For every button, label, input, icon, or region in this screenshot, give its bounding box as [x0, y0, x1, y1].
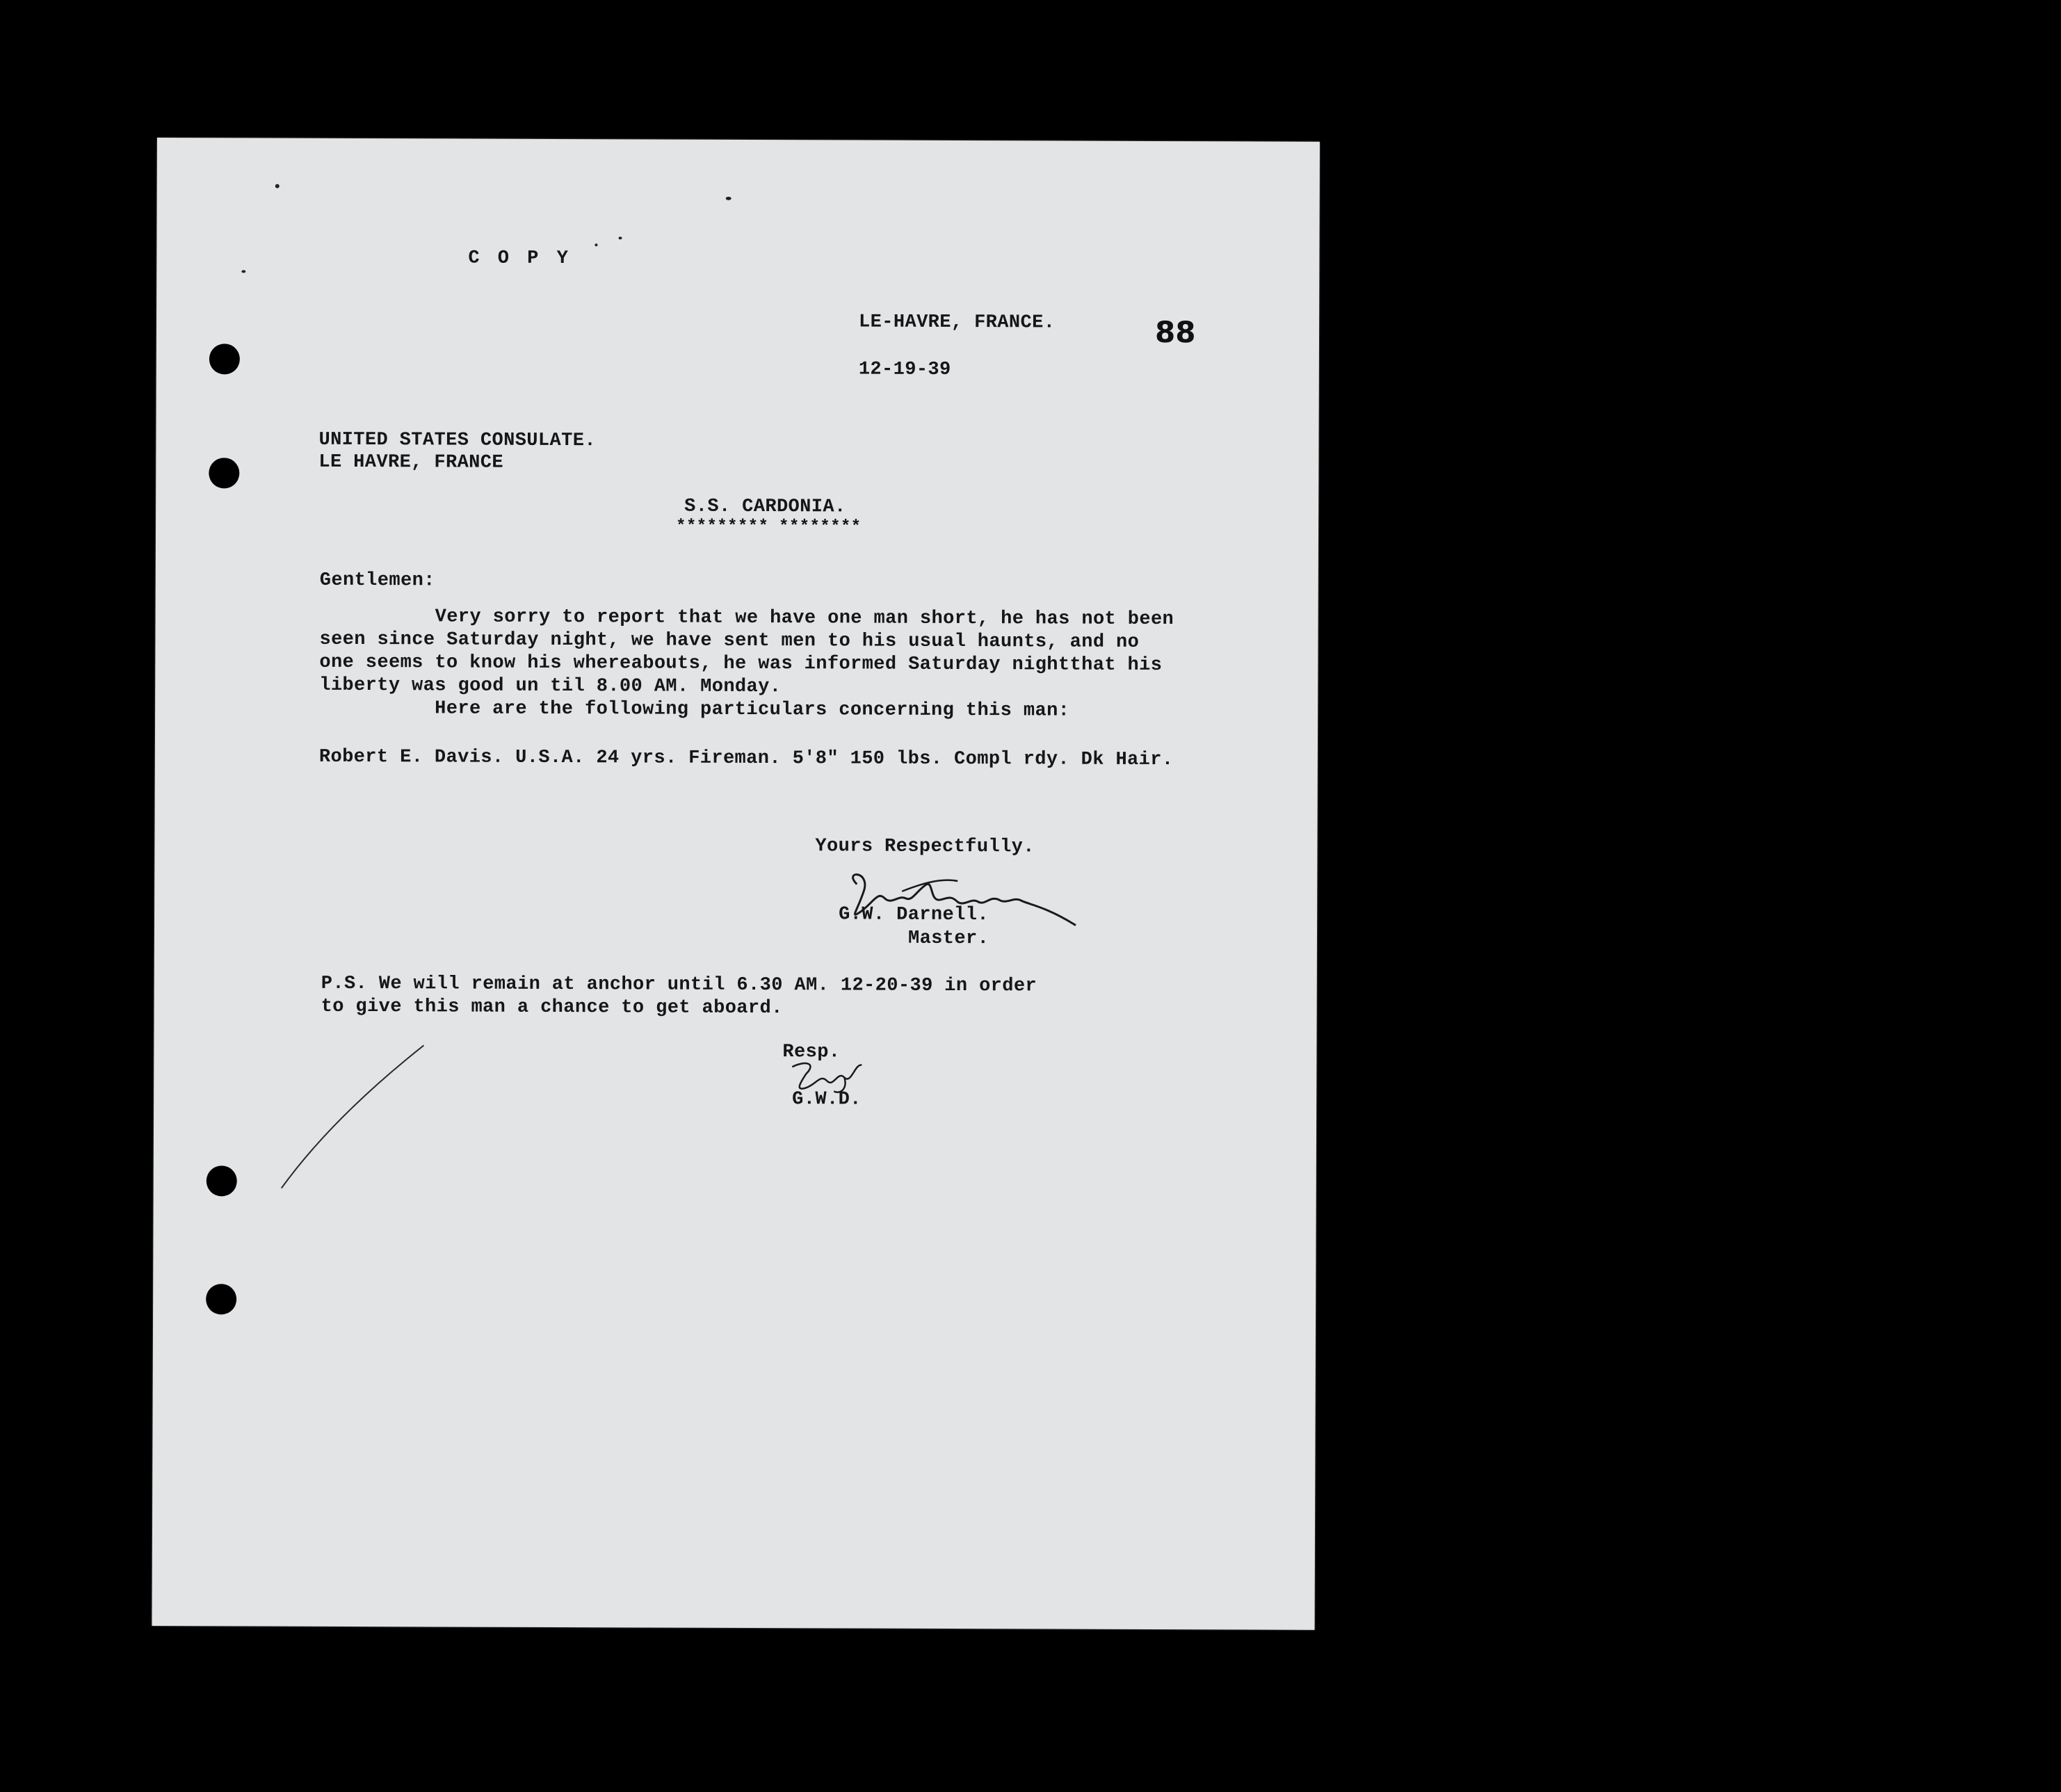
place-line: LE-HAVRE, FRANCE.	[859, 312, 1056, 334]
pencil-check-mark	[279, 1042, 446, 1196]
punch-hole-1	[209, 344, 240, 374]
ps-closing: Resp.	[782, 1042, 841, 1063]
subject-underline: ********* ********	[676, 517, 862, 537]
punch-hole-2	[209, 458, 239, 488]
closing-line: Yours Respectfully.	[815, 836, 1035, 858]
addressee-line-1: UNITED STATES CONSULATE.	[318, 429, 597, 452]
scan-speck	[618, 236, 622, 239]
page-number: 88	[1154, 315, 1196, 350]
scan-speck	[726, 197, 732, 200]
copy-mark: C O P Y	[468, 248, 572, 270]
body-line: liberty was good un til 8.00 AM. Monday.	[319, 675, 782, 698]
scan-speck	[595, 243, 597, 246]
punch-hole-3	[207, 1165, 237, 1196]
subject-line: S.S. CARDONIA.	[684, 496, 846, 518]
particulars-line: Robert E. Davis. U.S.A. 24 yrs. Fireman. 5'8" 150 lbs. Compl rdy. Dk Hair.	[318, 746, 1174, 771]
body-line: one seems to know his whereabouts, he was informed Saturday nightthat his	[319, 652, 1163, 677]
body-line: seen since Saturday night, we have sent men to his usual haunts, and no	[319, 629, 1140, 653]
signer-title: Master.	[907, 928, 989, 950]
ps-line-2: to give this man a chance to get aboard.	[321, 996, 783, 1019]
scan-speck	[241, 270, 245, 273]
punch-hole-4	[206, 1284, 236, 1314]
date-line: 12-19-39	[858, 359, 951, 380]
body-line: Here are the following particulars concerning this man:	[319, 697, 1070, 722]
body-line: Very sorry to report that we have one man short, he has not been	[319, 606, 1174, 631]
ps-initials: G.W.D.	[792, 1089, 862, 1111]
addressee-line-2: LE HAVRE, FRANCE	[318, 451, 504, 474]
letter-page	[152, 138, 1320, 1630]
ps-line-1: P.S. We will remain at anchor until 6.30 AM. 12-20-39 in order	[321, 973, 1037, 997]
signer-name: G.W. Darnell.	[839, 904, 989, 926]
scan-speck	[275, 184, 280, 188]
salutation: Gentlemen:	[319, 570, 435, 592]
